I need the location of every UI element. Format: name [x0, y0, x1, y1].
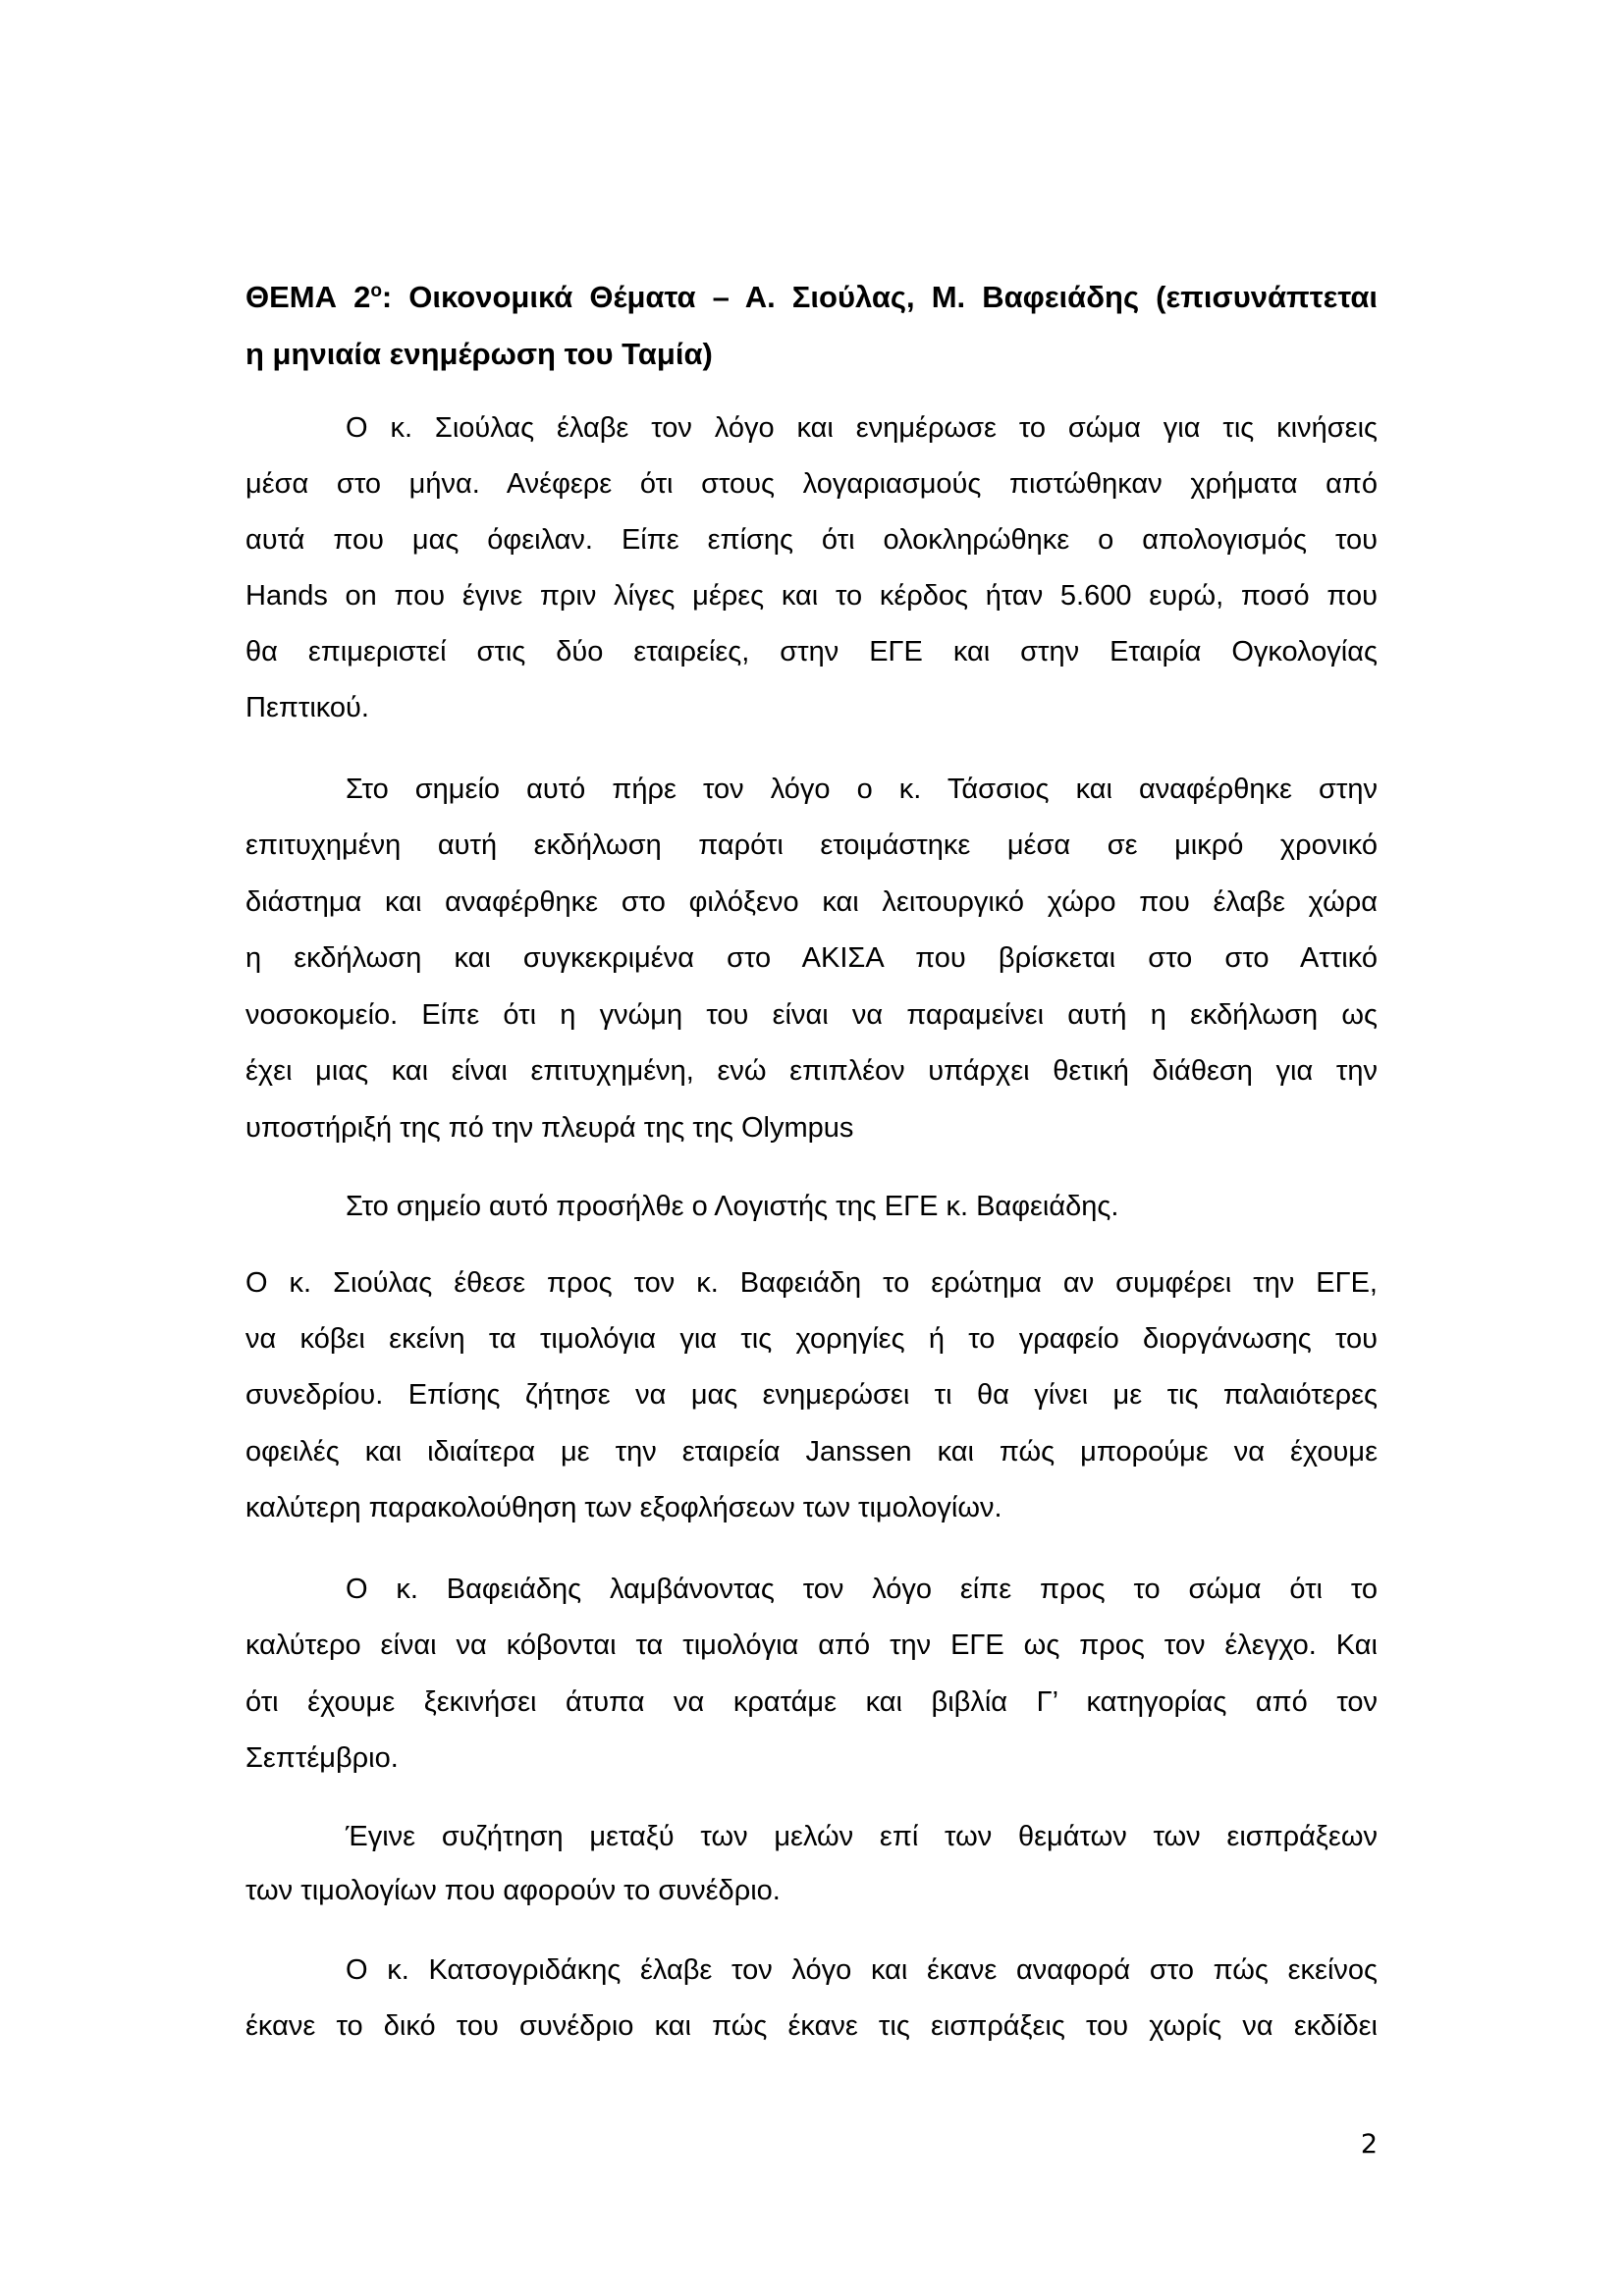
paragraph-line: συνεδρίου. Επίσης ζήτησε να μας ενημερώσει τι θα γίνει με τις παλαιότερες [245, 1379, 1378, 1411]
paragraph-line: να κόβει εκείνη τα τιμολόγια για τις χορηγίες ή το γραφείο διοργάνωσης του [245, 1323, 1378, 1355]
paragraph-line: καλύτερο είναι να κόβονται τα τιμολόγια από την ΕΓΕ ως προς τον έλεγχο. Και [245, 1629, 1378, 1661]
paragraph-line: διάστημα και αναφέρθηκε στο φιλόξενο και λειτουργικό χώρο που έλαβε χώρα [245, 886, 1378, 918]
paragraph-line: επιτυχημένη αυτή εκδήλωση παρότι ετοιμάστηκε μέσα σε μικρό χρονικό [245, 829, 1378, 861]
paragraph-line: η εκδήλωση και συγκεκριμένα στο ΑΚΙΣΑ που βρίσκεται στο στο Αττικό [245, 942, 1378, 974]
paragraph-line: Ο κ. Σιούλας έθεσε προς τον κ. Βαφειάδη το ερώτημα αν συμφέρει την ΕΓΕ, [245, 1267, 1378, 1299]
paragraph-line: Έγινε συζήτηση μεταξύ των μελών επί των θεμάτων των εισπράξεων [346, 1821, 1378, 1852]
paragraph-line: των τιμολογίων που αφορούν το συνέδριο. [245, 1875, 781, 1906]
paragraph-line: καλύτερη παρακολούθηση των εξοφλήσεων των τιμολογίων. [245, 1492, 1002, 1523]
paragraph-line: έχει μιας και είναι επιτυχημένη, ενώ επιπλέον υπάρχει θετική διάθεση για την [245, 1055, 1378, 1087]
section-heading-line-1 [245, 282, 1378, 312]
heading-title: : Οικονομικά Θέματα – Α. Σιούλας, Μ. Βαφειάδης (επισυνάπτεται [381, 280, 1378, 314]
paragraph-line: μέσα στο μήνα. Ανέφερε ότι στους λογαριασμούς πιστώθηκαν χρήματα από [245, 468, 1378, 500]
paragraph-line: Ο κ. Σιούλας έλαβε τον λόγο και ενημέρωσε το σώμα για τις κινήσεις [346, 412, 1378, 444]
heading-prefix: ΘΕΜΑ 2 [245, 280, 371, 314]
paragraph-line: αυτά που μας όφειλαν. Είπε επίσης ότι ολοκληρώθηκε ο απολογισμός του [245, 524, 1378, 556]
paragraph-line: έκανε το δικό του συνέδριο και πώς έκανε τις εισπράξεις του χωρίς να εκδίδει [245, 2010, 1378, 2042]
section-heading-line-2: η μηνιαία ενημέρωση του Ταμία) [245, 337, 713, 371]
paragraph-line: οφειλές και ιδιαίτερα με την εταιρεία Janssen και πώς μπορούμε να έχουμε [245, 1436, 1378, 1468]
paragraph-line: Hands on που έγινε πριν λίγες μέρες και το κέρδος ήταν 5.600 ευρώ, ποσό που [245, 580, 1378, 612]
paragraph-line: θα επιμεριστεί στις δύο εταιρείες, στην ΕΓΕ και στην Εταιρία Ογκολογίας [245, 636, 1378, 667]
heading-ordinal-superscript: ο [370, 281, 382, 301]
paragraph-line: ότι έχουμε ξεκινήσει άτυπα να κρατάμε και βιβλία Γ’ κατηγορίας από τον [245, 1686, 1378, 1718]
paragraph-line: Ο κ. Βαφειάδης λαμβάνοντας τον λόγο είπε προς το σώμα ότι το [346, 1574, 1378, 1605]
paragraph-line: Σεπτέμβριο. [245, 1742, 399, 1774]
paragraph-line: υποστήριξή της πό την πλευρά της της Olympus [245, 1112, 854, 1144]
paragraph-line: Ο κ. Κατσογριδάκης έλαβε τον λόγο και έκανε αναφορά στο πώς εκείνος [346, 1954, 1378, 1986]
paragraph-line: Στο σημείο αυτό πήρε τον λόγο ο κ. Τάσσιος και αναφέρθηκε στην [346, 774, 1378, 805]
page-number: 2 [1360, 2129, 1378, 2160]
paragraph-line: νοσοκομείο. Είπε ότι η γνώμη του είναι να παραμείνει αυτή η εκδήλωση ως [245, 999, 1378, 1031]
paragraph-line: Πεπτικού. [245, 692, 369, 723]
paragraph-line: Στο σημείο αυτό προσήλθε ο Λογιστής της ΕΓΕ κ. Βαφειάδης. [346, 1191, 1119, 1222]
